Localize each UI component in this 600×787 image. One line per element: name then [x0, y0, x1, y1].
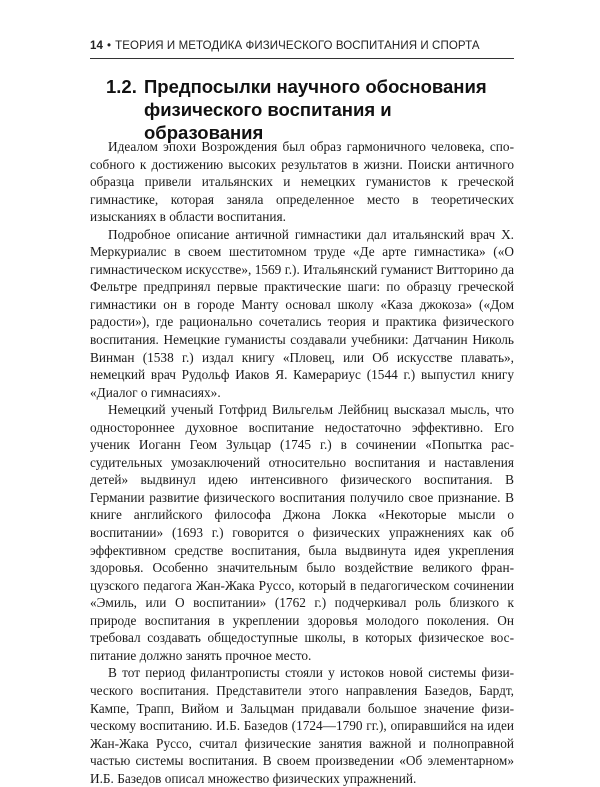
- body-text: [90, 138, 514, 787]
- header-bullet: •: [107, 40, 112, 52]
- header-rule: [90, 58, 514, 59]
- section-title: Предпосылки научного обоснования физического воспитания и образования: [144, 76, 487, 143]
- paragraph-2: Подробное описание античной гимнастики дал итальянский врач Х. Меркуриалис в своем шеститомном труде «Де арте гимнастика» («О гимнастическом искусстве», 1569 г.). Итальянский гуманист Витторино да Фельтре предпринял первые практические шаги: по образцу греческой гимнастики он в городе Манту основал школу «Каза джокоза» («Дом радости»), где рационально сочетались теория и практика физического воспитания. Немецкие гуманисты создавали учебники: Датчанин Николь Винман (1538 г.) издал книгу «Пловец, или Об искусстве плавать», немецкий врач Рудольф Иаков Я. Камерариус (1544 г.) выпустил книгу «Диалог о гимнасиях».: [90, 226, 514, 400]
- paragraph-4: В тот период филантрописты стояли у истоков новой системы физического воспитания. Представители этого направления Базедов, Бардт, Кампе, Трапп, Вийом и Зальцман придавали большое значение физическому воспитанию. И.Б. Базедов (1724—1790 гг.), опиравшийся на идеи Жан-Жака Руссо, считал физические занятия важной и полноправной частью системы воспитания. В своем произведении «Об элементарном» И.Б. Базедов описал множество физических упражнений.: [90, 665, 514, 786]
- page-number: 14: [90, 40, 103, 52]
- running-title: ТЕОРИЯ И МЕТОДИКА ФИЗИЧЕСКОГО ВОСПИТАНИЯ И СПОРТА: [115, 40, 480, 52]
- paragraph-1: Идеалом эпохи Возрождения был образ гармоничного человека, способного к достижению высоких результатов в жизни. Поиски античного образца привели итальянских и немецких гуманистов к греческой гимнастике, которая заняла определенное место в теоретических изысканиях в области воспитания.: [90, 139, 514, 225]
- running-header: [90, 40, 514, 52]
- paragraph-3: Немецкий ученый Готфрид Вильгельм Лейбниц высказал мысль, что одностороннее духовное воспитание недостаточно эффективно. Его ученик Иоганн Геом Зульцар (1745 г.) в сочинении «Попытка рассудительных умозаключений относительно воспитания и наставления детей» выдвинул идею интенсивного физического воспитания. В Германии развитие физического воспитания получило свое признание. В книге английского философа Джона Локка «Некоторые мысли о воспитании» (1693 г.) говорится о физических упражнениях как об эффективном средстве воспитания, была выдвинута идея укрепления здоровья. Особенно значительным было воздействие великого французского педагога Жан-Жака Руссо, который в педагогическом сочинении «Эмиль, или О воспитании» (1762 г.) подчеркивал роль близкого к природе воспитания в укреплении здоровья молодого поколения. Он требовал создавать общедоступные школы, в которых физическое воспитание должно занять прочное место.: [90, 402, 514, 663]
- section-number: 1.2.: [106, 76, 137, 97]
